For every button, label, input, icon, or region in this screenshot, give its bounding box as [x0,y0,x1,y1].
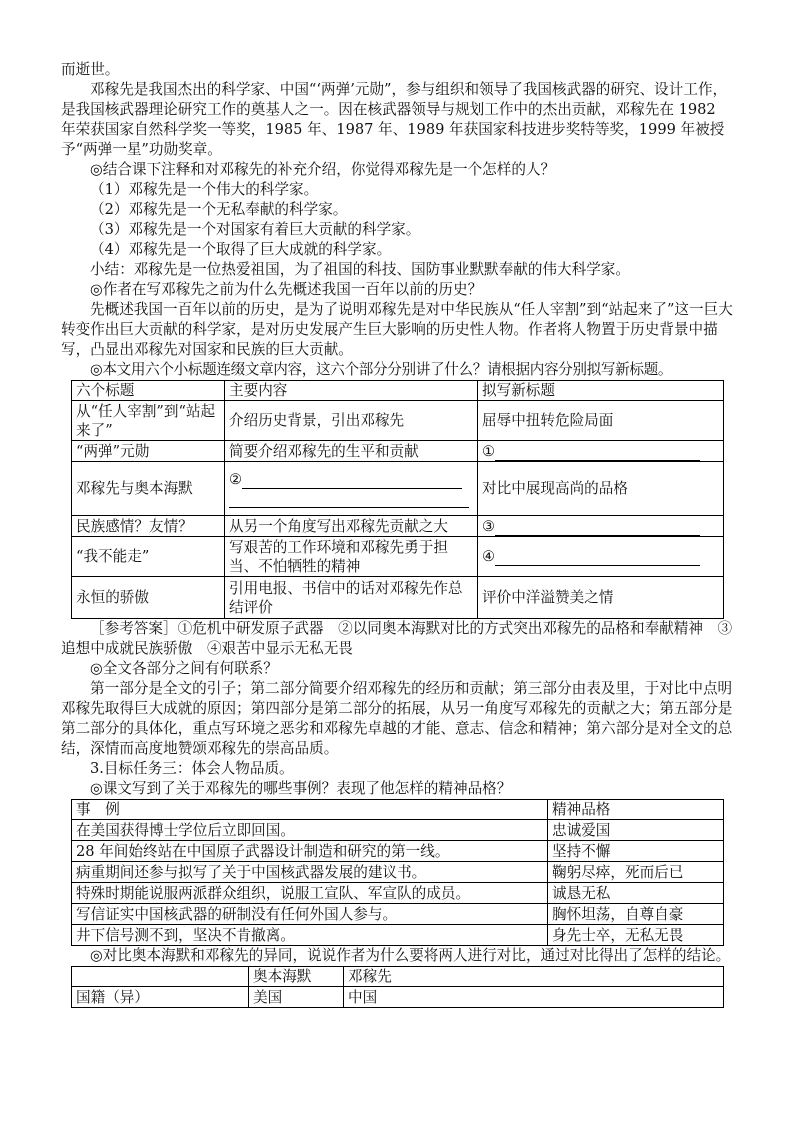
blank-number: ④ [482,548,496,565]
table-cell: 写艰苦的工作环境和邓稼先勇于担当、不怕牺牲的精神 [225,537,478,577]
question: ◎本文用六个小标题连缀文章内容，这六个部分分别讲了什么？请根据内容分别拟写新标题。 [90,361,673,378]
question: ◎课文写到了关于邓稼先的哪些事例？表现了他怎样的精神品格？ [90,780,512,797]
table-cell [478,537,724,577]
table-row [72,987,724,1008]
table-row [72,820,724,841]
table-row [72,577,724,619]
table-cell: 介绍历史背景，引出邓稼先 [225,401,478,441]
table-row [72,904,724,925]
answer-blank[interactable] [495,446,700,461]
table-cell: 写信证实中国核武器的研制没有任何外国人参与。 [72,904,548,925]
table-header-cell: 六个标题 [72,381,225,401]
table-cell: 诚恳无私 [548,883,724,904]
answer-blank[interactable] [495,551,700,566]
paragraph: 而逝世。 [61,61,120,78]
table-cell: 28 年间始终站在中国原子武器设计制造和研究的第一线。 [72,841,548,862]
answer-item: （2）邓稼先是一个无私奉献的科学家。 [90,201,348,218]
table-cell [478,441,724,462]
table-header-row [72,967,724,987]
table-header-cell: 奥本海默 [249,967,344,987]
table-header-cell: 邓稼先 [344,967,724,987]
paragraph: 邓稼先是我国杰出的科学家、中国“‘两弹’元勋”，参与组织和领导了我国核武器的研究、设计工作，是我国核武器理论研究工作的奠基人之一。因在核武器领导与规划工作中的杰出贡献，邓稼先在 1982 年荣获国家自然科学奖一等奖，1985 年、1987 年、1989 年获国家科技进步奖特等奖，1999 年被授予“两弹一星”功勋奖章。 [61,81,728,158]
table-cell: 鞠躬尽瘁，死而后已 [548,862,724,883]
table-row [72,516,724,537]
answer-blank[interactable] [242,474,462,489]
question: ◎结合课下注释和对邓稼先的补充介绍，你觉得邓稼先是一个怎样的人？ [90,161,556,178]
table-header-row [72,381,724,401]
table-row [72,883,724,904]
table-cell: 邓稼先与奥本海默 [72,462,225,516]
blank-number: ③ [482,517,496,535]
table-cell: 简要介绍邓稼先的生平和贡献 [225,441,478,462]
table-row [72,862,724,883]
table-cell: 评价中洋溢赞美之情 [478,577,724,619]
table-row [72,462,724,516]
table-cell: 井下信号测不到，坚决不肯撤离。 [72,925,548,946]
table-cell: 民族感情？友情？ [72,516,225,537]
comparison-table [71,966,724,1008]
answer-blank[interactable] [495,521,700,536]
answer-item: （3）邓稼先是一个对国家有着巨大贡献的科学家。 [90,221,421,238]
table-cell: 坚持不懈 [548,841,724,862]
blank-number: ② [229,470,243,488]
table-row [72,925,724,946]
answer-item: （1）邓稼先是一个伟大的科学家。 [90,181,319,198]
table-row [72,841,724,862]
table-cell: 对比中展现高尚的品格 [478,462,724,516]
table-cell [225,462,478,516]
paragraph: 先概述我国一百年以前的历史，是为了说明邓稼先是对中华民族从“任人宰割”到“站起来了”这一巨大转变作出巨大贡献的科学家，是对历史发展产生巨大影响的历史性人物。作者将人物置于历史背景中描写，凸显出邓稼先对国家和民族的巨大贡献。 [61,301,733,358]
answer-blank[interactable] [229,493,469,508]
table-header-cell: 精神品格 [548,800,724,820]
blank-number: ① [482,442,496,460]
table-cell: “两弹”元勋 [72,441,225,462]
table-cell: 胸怀坦荡，自尊自豪 [548,904,724,925]
table-header-cell: 事 例 [72,800,548,820]
table-cell: 永恒的骄傲 [72,577,225,619]
question: ◎作者在写邓稼先之前为什么先概述我国一百年以前的历史？ [90,281,483,298]
table-row [72,537,724,577]
table-row [72,401,724,441]
document-page [61,60,733,1008]
question: ◎全文各部分之间有何联系？ [90,660,278,677]
table-cell: 国籍（异） [72,987,249,1008]
titles-table [71,380,724,619]
table-header-cell [72,967,249,987]
table-cell: 在美国获得博士学位后立即回国。 [72,820,548,841]
reference-answer: ［参考答案］①危机中研发原子武器 ②以同奥本海默对比的方式突出邓稼先的品格和奉献精神 ③追想中成就民族骄傲 ④艰苦中显示无私无畏 [61,620,733,657]
table-header-cell: 主要内容 [225,381,478,401]
table-cell: 美国 [249,987,344,1008]
table-cell: 忠诚爱国 [548,820,724,841]
table-cell: 屈辱中扭转危险局面 [478,401,724,441]
examples-table [71,799,724,946]
summary: 小结：邓稼先是一位热爱祖国，为了祖国的科技、国防事业默默奉献的伟大科学家。 [90,261,630,278]
paragraph: 第一部分是全文的引子；第二部分简要介绍邓稼先的经历和贡献；第三部分由表及里，于对比中点明邓稼先取得巨大成就的原因；第四部分是第二部分的拓展，从另一角度写邓稼先的贡献之大；第五部分是第二部分的具体化，重点写环境之恶劣和邓稼先卓越的才能、意志、信念和精神；第六部分是对全文的总结，深情而高度地赞颂邓稼先的崇高品质。 [61,680,733,757]
section-heading: 3.目标任务三：体会人物品质。 [90,760,294,777]
question: ◎对比奥本海默和邓稼先的异同，说说作者为什么要将两人进行对比，通过对比得出了怎样的结论。 [90,947,731,964]
table-cell: 从“任人宰割”到“站起来了” [72,401,225,441]
table-cell: 引用电报、书信中的话对邓稼先作总结评价 [225,577,478,619]
table-cell: 身先士卒，无私无畏 [548,925,724,946]
table-cell: 中国 [344,987,724,1008]
table-row [72,441,724,462]
table-cell: 病重期间还参与拟写了关于中国核武器发展的建议书。 [72,862,548,883]
table-header-cell: 拟写新标题 [478,381,724,401]
table-header-row [72,800,724,820]
table-cell [478,516,724,537]
table-cell: “我不能走” [72,537,225,577]
table-cell: 从另一个角度写出邓稼先贡献之大 [225,516,478,537]
table-cell: 特殊时期能说服两派群众组织，说服工宣队、军宣队的成员。 [72,883,548,904]
answer-item: （4）邓稼先是一个取得了巨大成就的科学家。 [90,241,392,258]
